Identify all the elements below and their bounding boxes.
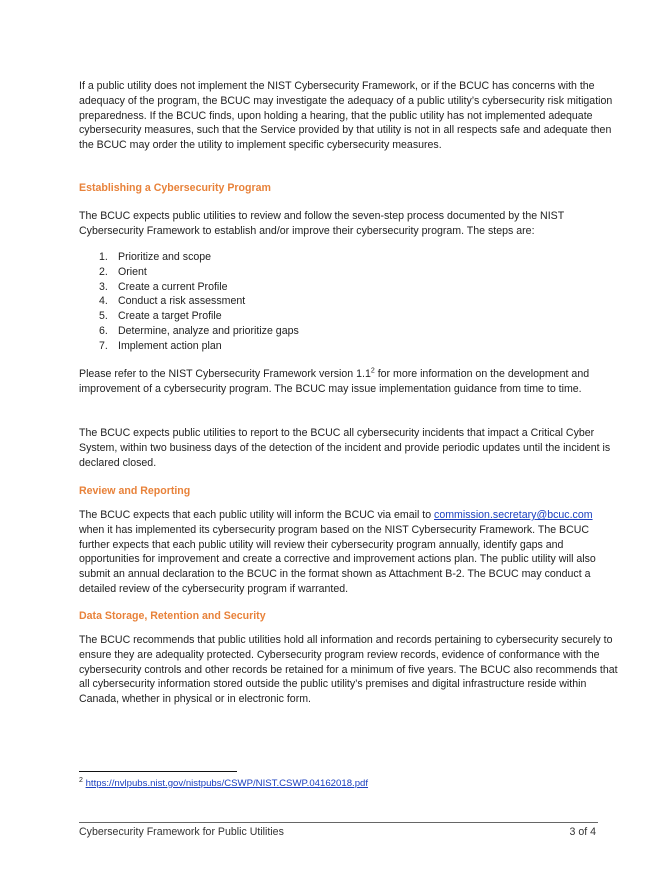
heading-establishing: Establishing a Cybersecurity Program [79,182,271,194]
establishing-paragraph: The BCUC expects public utilities to review and follow the seven-step process documented by the NIST Cybersecurity Framework to establish and/or improve their cybersecurity program. The steps are: [79,210,565,237]
refer-paragraph: Please refer to the NIST Cybersecurity Framework version $1.1^2$ for more information on the development and improvement of a cybersecurity program. The BCUC may issue implementation guidance from time to time. [79,367,590,395]
list-item: 3. Create a current Profile [99,280,228,293]
email-link[interactable]: commission.secretary@bcuc.com [434,509,593,521]
footnote-divider [79,771,237,772]
list-item: 5. Create a target Profile [99,310,222,323]
list-item: 2. Orient [99,265,147,278]
list-item: 7. Implement action plan [99,339,222,352]
page-number: 3 of 4 [569,826,596,838]
storage-paragraph: The BCUC recommends that public utilities hold all information and records pertaining to cybersecurity securely to ensure they are adequality protected. Cybersecurity program review records, evidence of conformance with the cybersecurity controls and other records be retained for a minimum of five years. The BCUC also recommends that all cybersecurity information stored outside the public utility’s premises and digital infrastructure reside within Canada, whether in physical or in electronic form. [79,634,618,706]
incidents-paragraph: The BCUC expects public utilities to report to the BCUC all cybersecurity incidents that impact a Critical Cyber System, within two business days of the detection of the incident and provide periodic updates until the incident is declared closed. [79,427,611,469]
review-paragraph: The BCUC expects that each public utility will inform the BCUC via email to commission.secretary@bcuc.com when it has implemented its cybersecurity program based on the NIST Cybersecurity Framework. The BCUC further expects that each public utility will review their cybersecurity program annually, identify gaps and opportunities for improvement and create a corrective and improvement actions plan. The public utility will also submit an annual declaration to the BCUC in the format shown as Attachment B-2. The BCUC may conduct a detailed review of the cybersecurity program if warranted. [79,509,596,595]
heading-review: Review and Reporting [79,485,191,497]
list-item: 4. Conduct a risk assessment [99,295,246,308]
list-item: 1. Prioritize and scope [99,251,212,263]
footnote-ref[interactable]: 2 [370,367,375,375]
list-item: 6. Determine, analyze and prioritize gaps [99,324,299,337]
footnote-link[interactable]: https://nvlpubs.nist.gov/nistpubs/CSWP/NIST.CSWP.04162018.pdf [85,778,369,789]
steps-list [99,250,299,354]
footer-title: Cybersecurity Framework for Public Utilities [79,826,284,838]
footer-divider [79,822,598,823]
heading-storage: Data Storage, Retention and Security [79,610,266,622]
footnote: $^2$ https://nvlpubs.nist.gov/nistpubs/CSWP/NIST.CSWP.04162018.pdf [79,776,369,789]
intro-paragraph: If a public utility does not implement the NIST Cybersecurity Framework, or if the BCUC has concerns with the adequacy of the program, the BCUC may investigate the adequacy of a public utility’s cybersecurity risk mitigation preparedness. If the BCUC finds, upon holding a hearing, that the public utility has not implemented adequate cybersecurity measures, such that the Service provided by that utility is not in all respects safe and adequate then the BCUC may order the utility to implement specific cybersecurity measures. [79,80,613,152]
